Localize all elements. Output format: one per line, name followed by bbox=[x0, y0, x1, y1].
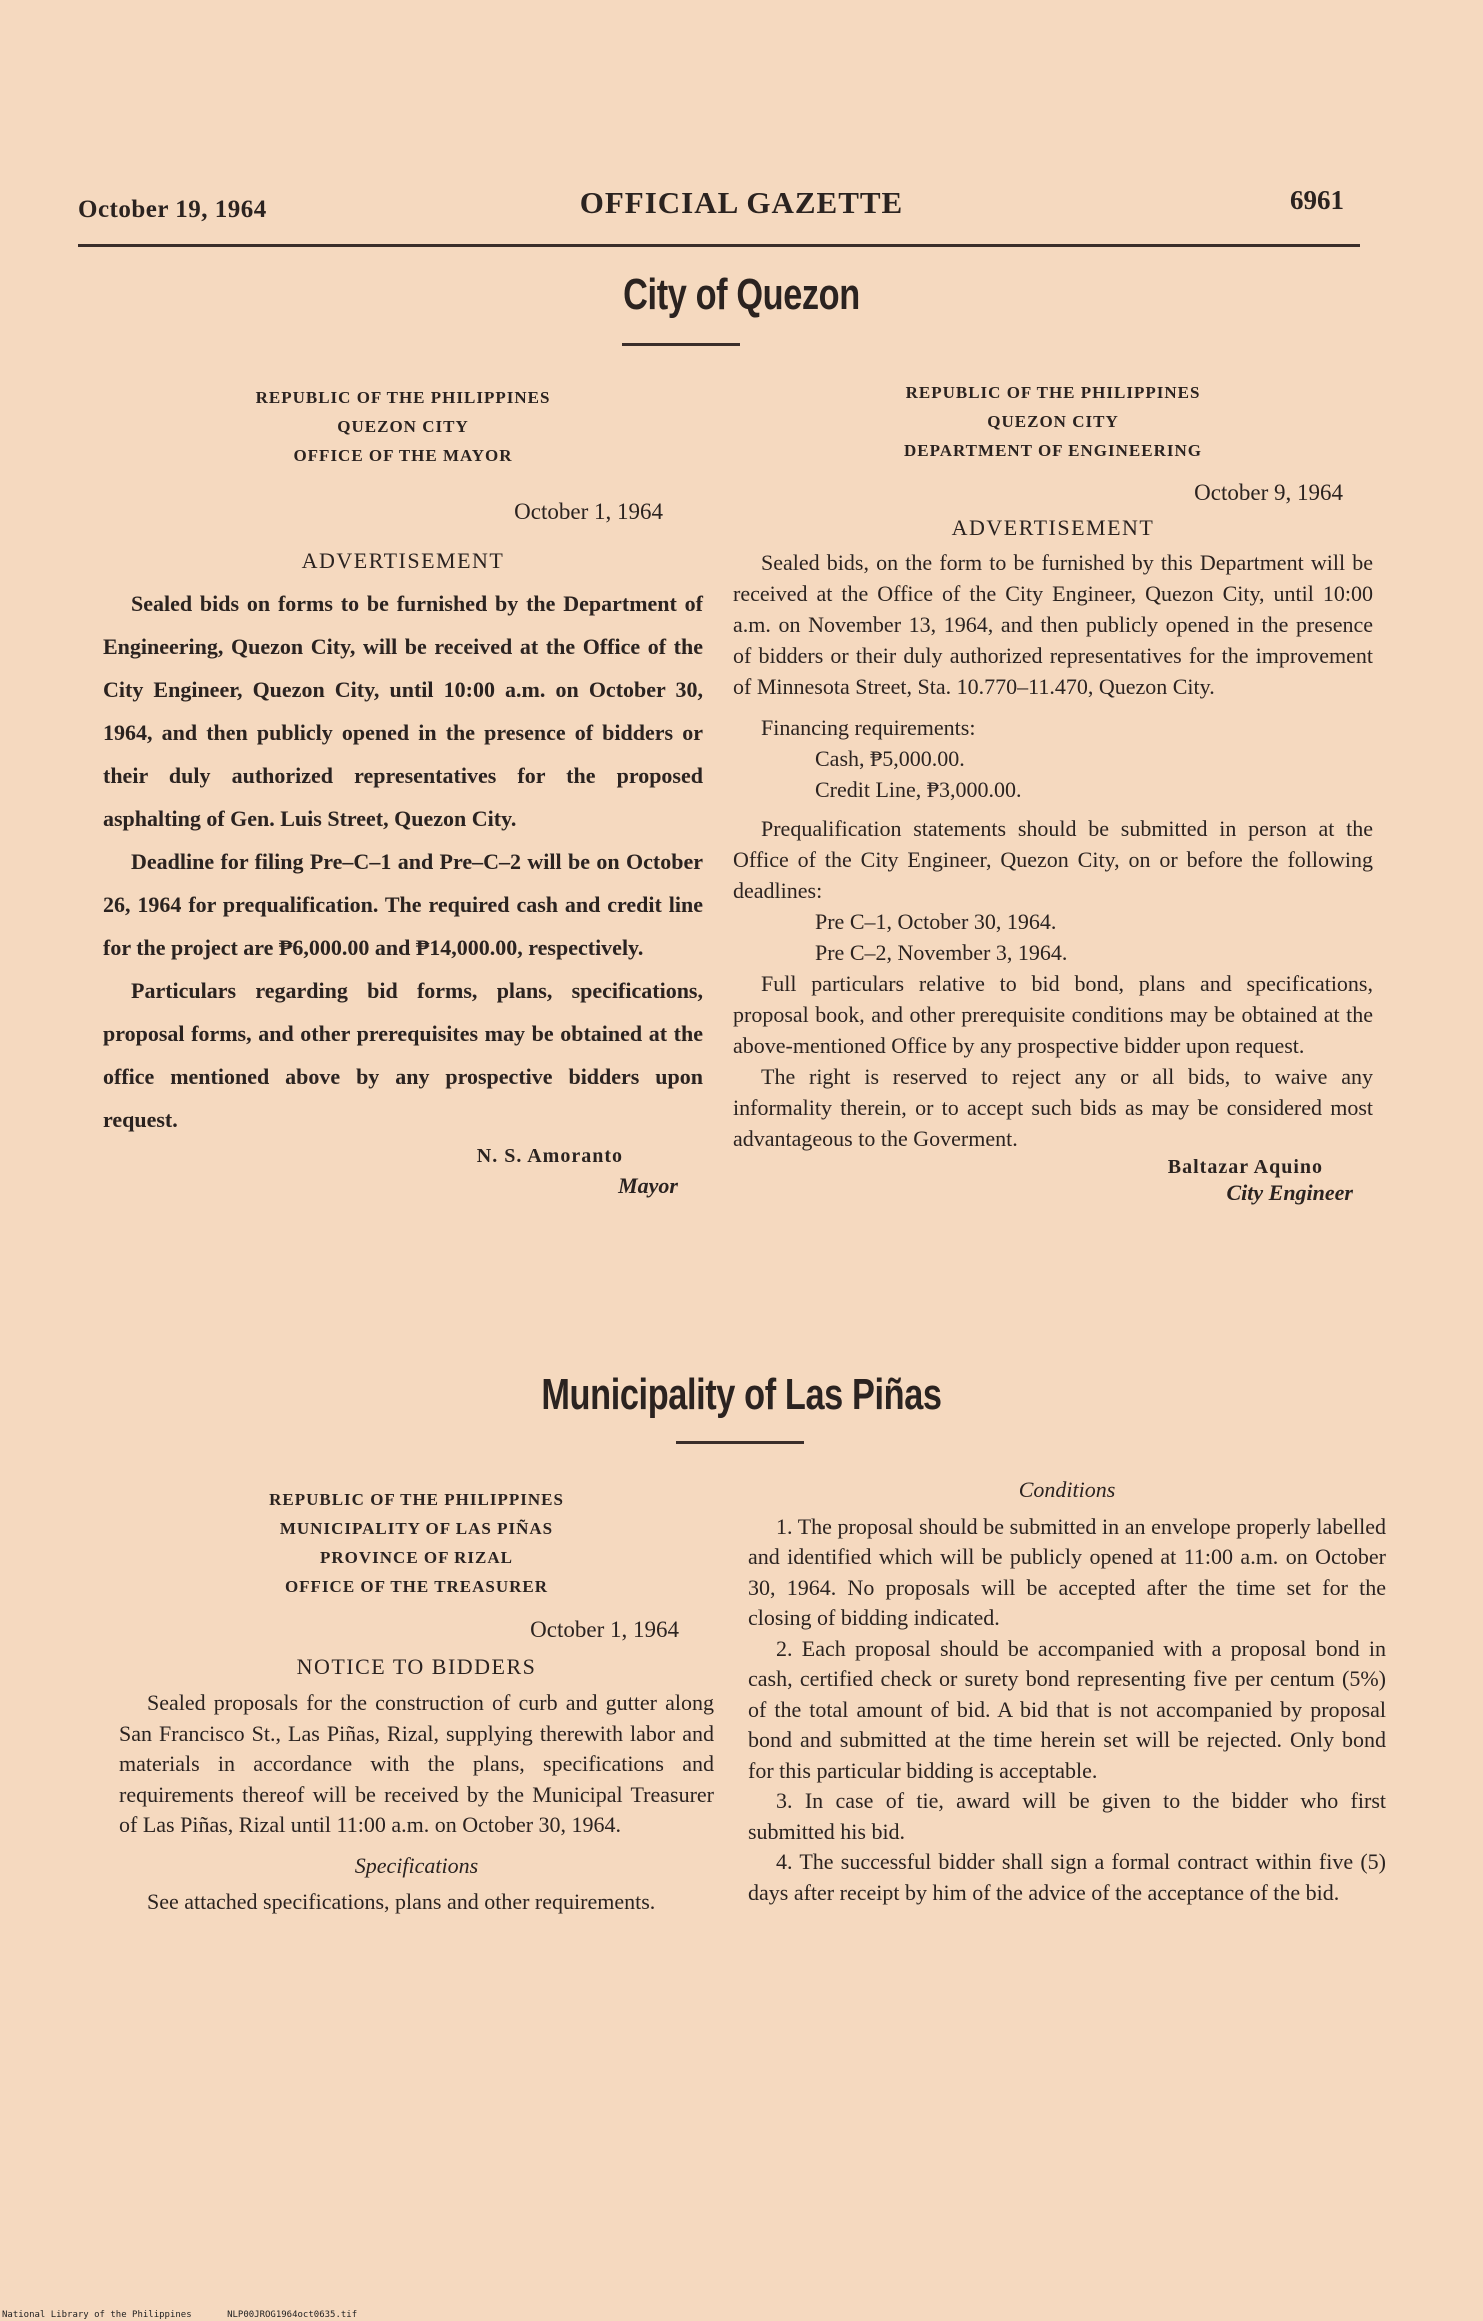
issuer-block bbox=[733, 378, 1373, 465]
notice-heading: ADVERTISEMENT bbox=[951, 515, 1155, 540]
header-rule bbox=[78, 244, 1360, 247]
issuer-line: REPUBLIC OF THE PHILIPPINES bbox=[255, 388, 551, 407]
header-date: October 19, 1964 bbox=[78, 196, 267, 223]
condition-item: 3. In case of tie, award will be given to the bidder who first submitted his bid. bbox=[748, 1788, 1386, 1844]
notice-paragraph: Sealed bids on forms to be furnished by the Department of Engineering, Quezon City, will be received at the Office of the City Engineer, Quezon City, until 10:00 a.m. on October 30, 1964, and then publicly opened in the presence of bidders or their duly authorized representatives for the proposed asphalting of Gen. Luis Street, Quezon City. bbox=[103, 591, 703, 831]
notice-paragraph: Deadline for filing Pre–C–1 and Pre–C–2 will be on October 26, 1964 for prequalification. The required cash and credit line for the project are ₱6,000.00 and ₱14,000.00, respectively. bbox=[103, 849, 703, 960]
notice-paragraph: Sealed bids, on the form to be furnished by this Department will be received at the Office of the City Engineer, Quezon City, until 10:00 a.m. on November 13, 1964, and then publicly opened in the presence of bidders or their duly authorized representatives for the improvement of Minnesota Street, Sta. 10.770–11.470, Quezon City. bbox=[733, 550, 1373, 699]
issuer-line: QUEZON CITY bbox=[337, 417, 469, 436]
issuer-line: REPUBLIC OF THE PHILIPPINES bbox=[269, 1490, 564, 1509]
notice-paragraph: See attached specifications, plans and other requirements. bbox=[147, 1889, 656, 1914]
signer-name: Baltazar Aquino bbox=[1167, 1156, 1323, 1178]
notice-paragraph: Prequalification statements should be submitted in person at the Office of the City Engineer, Quezon City, on or before the following deadlines: bbox=[733, 816, 1373, 903]
section-rule-las-pinas bbox=[676, 1441, 804, 1444]
issuer-block bbox=[103, 383, 703, 470]
notice-date: October 1, 1964 bbox=[514, 499, 663, 524]
issuer-block bbox=[119, 1485, 714, 1601]
issuer-line: DEPARTMENT OF ENGINEERING bbox=[903, 441, 1202, 460]
condition-item: 1. The proposal should be submitted in an envelope properly labelled and identified which will be publicly opened at 11:00 a.m. on October 30, 1964. No proposals will be accepted after the time set for the closing of bidding indicated. bbox=[748, 1513, 1386, 1630]
notice-date: October 1, 1964 bbox=[530, 1617, 679, 1642]
section-title-las-pinas: Municipality of Las Piñas bbox=[541, 1370, 942, 1419]
conditions-heading: Conditions bbox=[1018, 1477, 1116, 1502]
issuer-line: OFFICE OF THE TREASURER bbox=[284, 1577, 549, 1596]
issuer-line: PROVINCE OF RIZAL bbox=[320, 1548, 513, 1567]
deadline-item: Pre C–2, November 3, 1964. bbox=[815, 940, 1068, 965]
issuer-line: REPUBLIC OF THE PHILIPPINES bbox=[905, 383, 1201, 402]
financing-label: Financing requirements: bbox=[761, 715, 976, 740]
notice-heading: ADVERTISEMENT bbox=[301, 548, 505, 573]
condition-item: 2. Each proposal should be accompanied with a proposal bond in cash, certified check or surety bond representing five per centum (5%) of the total amount of bid. A bid that is not accompanied by proposal bond and submitted at the time herein set will be rejected. Only bond for this particular bidding is acceptable. bbox=[748, 1635, 1386, 1783]
notice-date: October 9, 1964 bbox=[1194, 480, 1343, 505]
issuer-line: QUEZON CITY bbox=[987, 412, 1119, 431]
signer-name: N. S. Amoranto bbox=[476, 1145, 623, 1167]
issuer-line: MUNICIPALITY OF LAS PIÑAS bbox=[279, 1519, 554, 1538]
deadline-item: Pre C–1, October 30, 1964. bbox=[815, 909, 1057, 934]
financing-credit: Credit Line, ₱3,000.00. bbox=[815, 777, 1022, 802]
notice-paragraph: Particulars regarding bid forms, plans, specifications, proposal forms, and other prerequisites may be obtained at the office mentioned above by any prospective bidders upon request. bbox=[103, 978, 703, 1132]
section-title-quezon: City of Quezon bbox=[623, 270, 860, 319]
header-title: OFFICIAL GAZETTE bbox=[579, 185, 904, 220]
notice-paragraph: Sealed proposals for the construction of curb and gutter along San Francisco St., Las Piñas, Rizal, supplying therewith labor and materials in accordance with the plans, specifications and requirements thereof will be received by the Municipal Treasurer of Las Piñas, Rizal until 11:00 a.m. on October 30, 1964. bbox=[119, 1690, 714, 1837]
section-rule-quezon bbox=[622, 343, 740, 346]
financing-cash: Cash, ₱5,000.00. bbox=[815, 746, 965, 771]
scan-footer bbox=[2, 2310, 387, 2320]
footer-library: National Library of the Philippines bbox=[2, 2310, 192, 2320]
las-pinas-conditions bbox=[748, 1475, 1386, 1908]
notice-heading: NOTICE TO BIDDERS bbox=[296, 1653, 537, 1679]
notice-paragraph: Full particulars relative to bid bond, plans and specifications, proposal book, and other prerequisite conditions may be obtained at the above-mentioned Office by any prospective bidder upon request. bbox=[733, 971, 1373, 1058]
footer-file: NLP00JROG1964oct0635.tif bbox=[227, 2310, 358, 2320]
page-number: 6961 bbox=[1290, 185, 1344, 215]
notice-paragraph: The right is reserved to reject any or all bids, to waive any informality therein, or to accept such bids as may be considered most advantageous to the Goverment. bbox=[733, 1064, 1373, 1151]
specifications-heading: Specifications bbox=[354, 1852, 479, 1878]
las-pinas-notice bbox=[119, 1485, 714, 1918]
quezon-mayor-advertisement bbox=[103, 383, 703, 1201]
quezon-engineering-advertisement bbox=[733, 378, 1373, 1206]
condition-item: 4. The successful bidder shall sign a formal contract within five (5) days after receipt by him of the advice of the acceptance of the bid. bbox=[748, 1849, 1386, 1905]
issuer-line: OFFICE OF THE MAYOR bbox=[293, 446, 513, 465]
signer-title: City Engineer bbox=[1226, 1180, 1353, 1205]
signer-title: Mayor bbox=[618, 1173, 678, 1198]
